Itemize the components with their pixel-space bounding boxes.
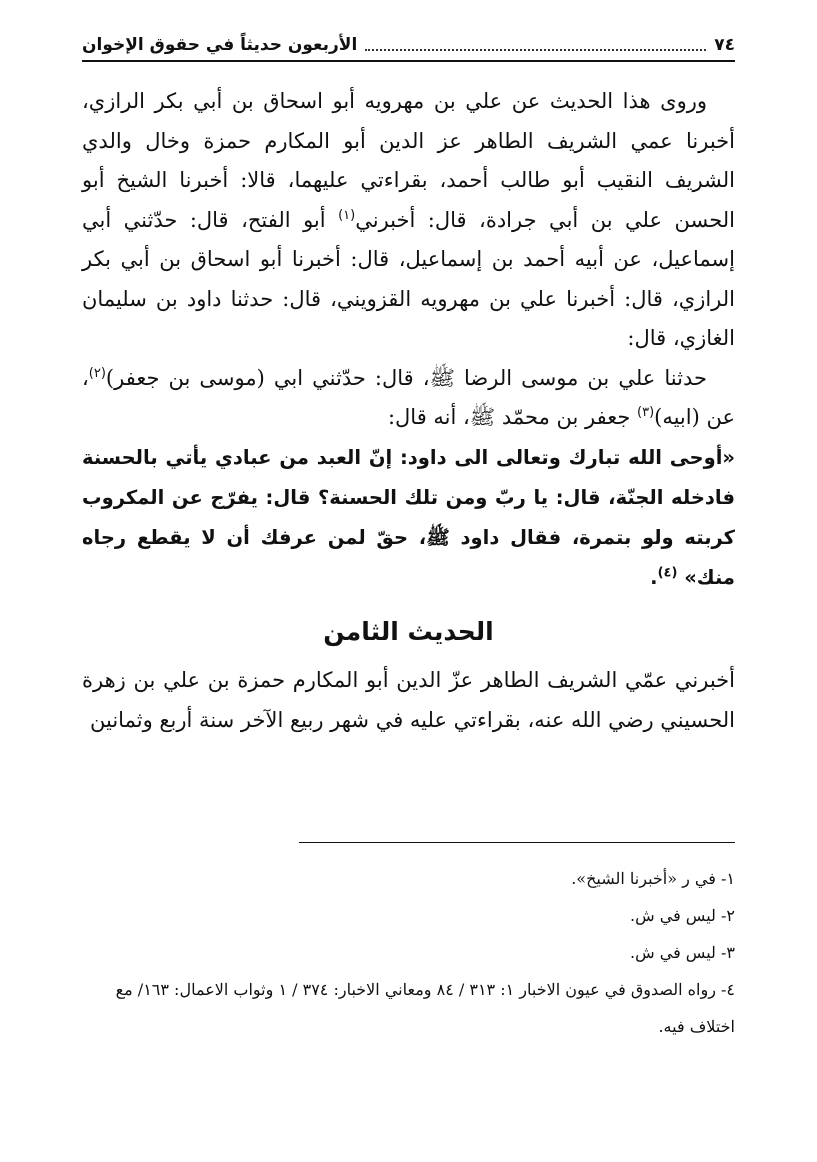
section-paragraph: أخبرني عمّي الشريف الطاهر عزّ الدين أبو المكارم حمزة بن علي بن زهرة الحسيني رضي الله عنه، بقراءتي عليه في شهر ربيع الآخر سنة أربع وثمانين	[82, 668, 735, 732]
footnote-ref-2: (٢)	[88, 365, 106, 381]
footnote-ref-1: (١)	[338, 207, 356, 223]
hadith-text	[82, 438, 735, 598]
paragraph-2-text-a: حدثنا علي بن موسى الرضا ﷺ، قال: حدّثني ابي (موسى بن جعفر)	[105, 365, 707, 390]
main-text	[82, 82, 735, 598]
page-number: ٧٤	[714, 35, 735, 55]
footnote-ref-4: (٤)	[657, 565, 678, 580]
header-dot-leader	[365, 39, 706, 51]
hadith-end: .	[650, 565, 658, 589]
section-text	[82, 660, 735, 740]
running-title: الأربعون حديثاً في حقوق الإخوان	[82, 35, 358, 55]
footnote-4: ٤- رواه الصدوق في عيون الاخبار ١: ٣١٣ / ٨٤ ومعاني الاخبار: ٣٧٤ / ١ وثواب الاعمال: ١٦٣/ مع اختلاف فيه.	[115, 980, 735, 1036]
paragraph-2-text-c: جعفر بن محمّد ﷺ، أنه قال:	[387, 405, 637, 429]
hadith-body: «أوحى الله تبارك وتعالى الى داود: إنّ العبد من عبادي يأتي بالحسنة فادخله الجنّة، قال: يا ربّ ومن تلك الحسنة؟ قال: يفرّج عن المكروب كربته ولو بتمرة، فقال داود ﷺ، حقّ لمن عرفك أن لا يقطع رجاه منك»	[82, 445, 735, 589]
footnote-2: ٢- ليس في ش.	[630, 906, 735, 925]
paragraph-1-text-a: وروى هذا الحديث عن علي بن مهرويه أبو اسحاق بن أبي بكر الرازي، أخبرنا عمي الشريف الطاهر عز الدين أبو المكارم حمزة وخال والدي الشريف النقيب أبو طالب أحمد، بقراءتي عليهما، قالا: أخبرنا الشيخ أبو الحسن علي بن أبي جرادة، قال: أخبرني	[82, 89, 736, 232]
footnotes	[82, 860, 735, 1045]
running-header	[82, 30, 735, 62]
paragraph-1-text-b: أبو الفتح، قال: حدّثني أبي إسماعيل، عن أبيه أحمد بن إسماعيل، قال: أخبرنا أبو اسحاق بن أبي بكر الرازي، قال: أخبرنا علي بن مهرويه القزويني، قال: حدثنا داود بن سليمان الغازي، قال:	[82, 207, 735, 350]
footnote-ref-3: (٣)	[637, 405, 655, 420]
footnote-divider	[299, 842, 735, 843]
paragraph-2-text-b: ، عن (ابيه)	[82, 365, 735, 429]
footnote-1: ١- في ر «أخبرنا الشيخ».	[571, 869, 735, 888]
paragraph-chain-1	[82, 82, 735, 359]
footnote-3: ٣- ليس في ش.	[630, 943, 735, 962]
paragraph-chain-2	[82, 359, 735, 438]
section-heading: الحديث الثامن	[323, 617, 494, 646]
